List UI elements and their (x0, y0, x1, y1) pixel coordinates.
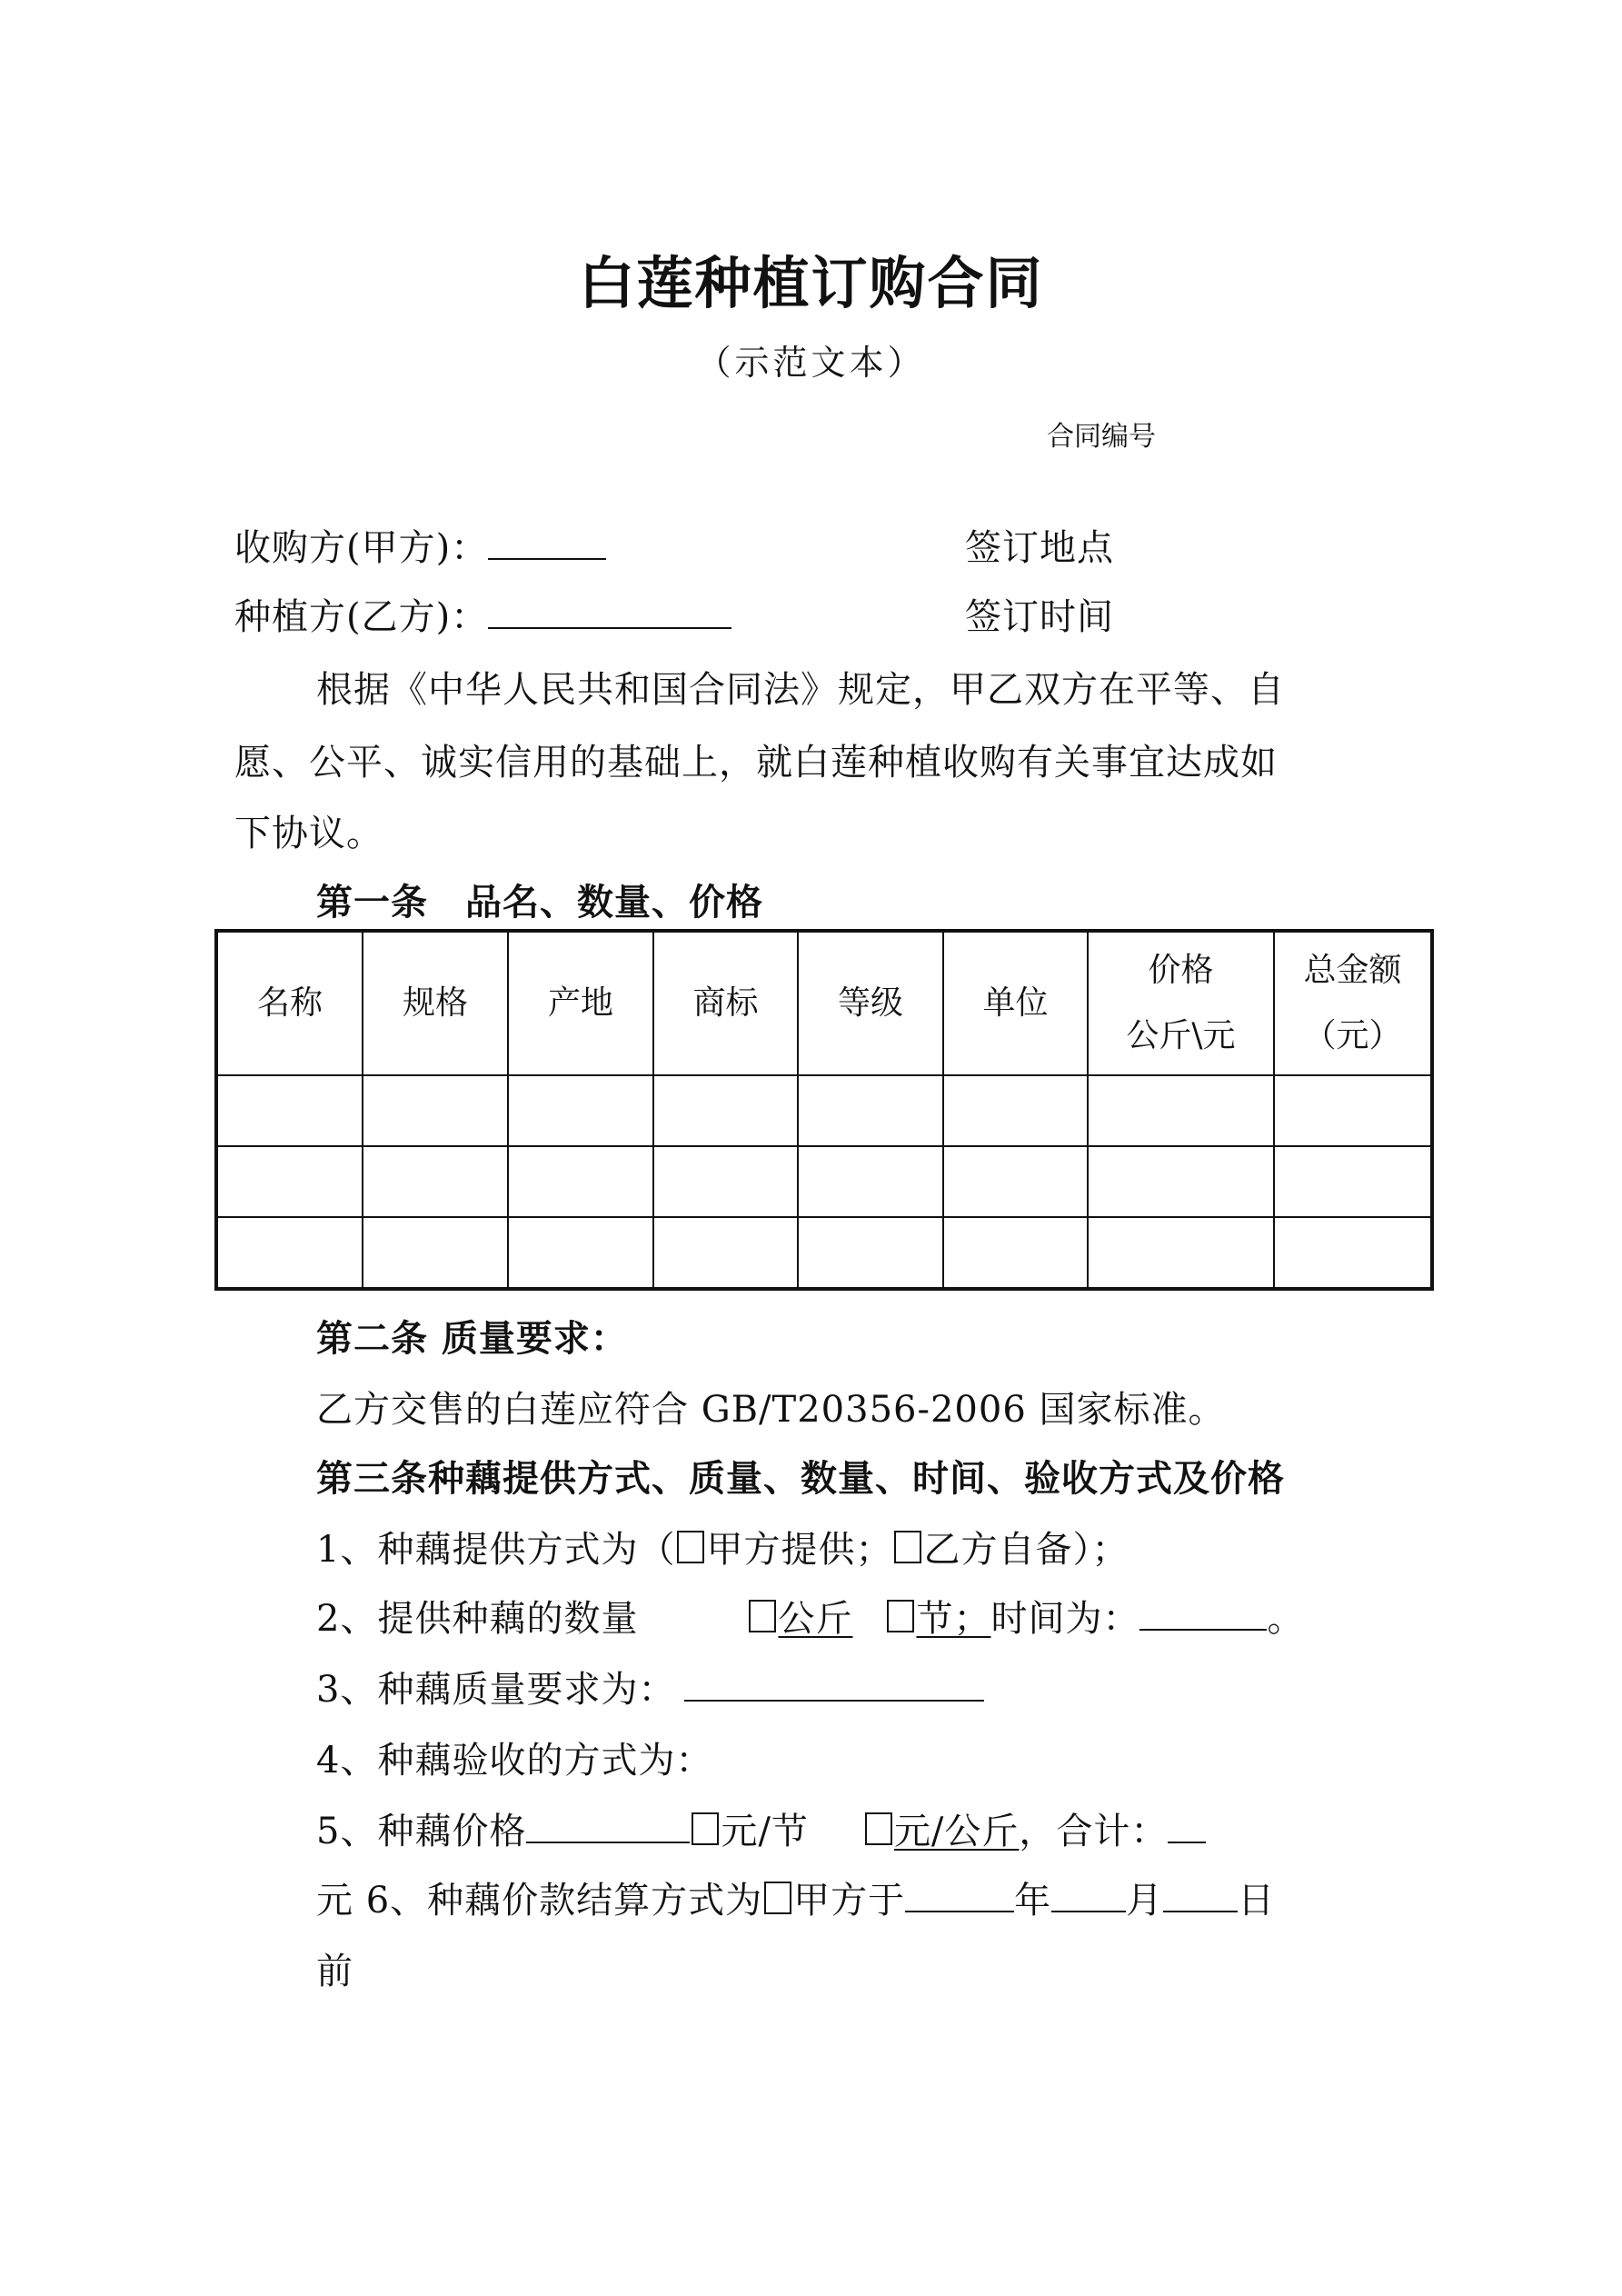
table-cell[interactable] (1088, 1146, 1274, 1217)
item-2-option-kg: 公斤 (778, 1598, 853, 1640)
table-cell[interactable] (1088, 1217, 1274, 1289)
checkbox-party-b-self[interactable] (894, 1531, 921, 1563)
item-6-month-label: 月 (1126, 1880, 1164, 1922)
item-5-total-label: ，合计： (1019, 1811, 1169, 1852)
header-total (1274, 931, 1432, 1075)
header-total-line-1: 总金额 (1303, 952, 1402, 989)
article-3-item-1 (316, 1527, 1129, 1572)
item-5-prefix: 5、种藕价格 (316, 1811, 527, 1852)
table-row (216, 1146, 1432, 1217)
table-cell[interactable] (653, 1146, 798, 1217)
table-cell[interactable] (216, 1075, 363, 1146)
buyer-label: 收购方(甲方)： (234, 527, 489, 569)
item-1-option-1: 甲方提供； (706, 1529, 893, 1571)
item-6-month-blank[interactable] (1051, 1878, 1126, 1912)
article-2-text: 乙方交售的白莲应符合 GB/T20356-2006 国家标准。 (316, 1389, 1226, 1431)
article-3-item-6-continued: 前 (316, 1951, 353, 1992)
sign-time-label: 签订时间 (965, 596, 1114, 638)
item-1-option-2: 乙方自备）； (923, 1529, 1129, 1571)
item-1-prefix: 1、种藕提供方式为（ (316, 1529, 676, 1571)
planter-label: 种植方(乙方)： (234, 596, 489, 638)
header-price-line-1: 价格 (1148, 952, 1214, 989)
table-cell[interactable] (363, 1146, 508, 1217)
contract-number-label: 合同编号 (1047, 421, 1156, 453)
table-cell[interactable] (508, 1075, 653, 1146)
table-cell[interactable] (798, 1217, 943, 1289)
item-3-text: 3、种藕质量要求为： (316, 1669, 676, 1711)
table-row (216, 1075, 1432, 1146)
item-6-prefix: 元 6、种藕价款结算方式为 (316, 1880, 763, 1922)
table-cell[interactable] (216, 1217, 363, 1289)
article-3-item-4: 4、种藕验收的方式为： (316, 1740, 713, 1782)
article-2-heading: 第二条 质量要求： (316, 1318, 628, 1360)
item-5-option-1: 元/节 (721, 1811, 809, 1852)
table-header-row (216, 931, 1432, 1075)
item-2-time-blank[interactable] (1139, 1596, 1267, 1631)
table-cell[interactable] (943, 1146, 1088, 1217)
item-2-time-label: 时间为： (990, 1598, 1140, 1640)
item-3-blank[interactable] (684, 1667, 984, 1702)
article-3-item-6 (316, 1878, 1275, 1923)
article-3-item-5 (316, 1809, 1206, 1854)
table-cell[interactable] (653, 1075, 798, 1146)
product-table (214, 929, 1434, 1291)
header-origin: 产地 (508, 931, 653, 1075)
item-2-prefix: 2、提供种藕的数量 (316, 1598, 639, 1640)
table-cell[interactable] (508, 1146, 653, 1217)
item-5-price-blank[interactable] (526, 1809, 690, 1843)
document-title: 白莲种植订购合同 (578, 250, 1044, 316)
buyer-row (234, 525, 606, 571)
checkbox-yuan-per-section[interactable] (692, 1812, 719, 1845)
preamble-line-1: 根据《中华人民共和国合同法》规定，甲乙双方在平等、自 (316, 669, 1285, 711)
preamble-line-2: 愿、公平、诚实信用的基础上，就白莲种植收购有关事宜达成如 (234, 742, 1278, 784)
item-2-quantity-field[interactable] (638, 1598, 990, 1640)
table-cell[interactable] (216, 1146, 363, 1217)
item-5-option-2-field[interactable] (809, 1811, 1019, 1852)
article-1-heading: 第一条 品名、数量、价格 (316, 882, 763, 923)
sign-place-label: 签订地点 (965, 527, 1114, 569)
table-cell[interactable] (653, 1217, 798, 1289)
table-cell[interactable] (363, 1075, 508, 1146)
table-cell[interactable] (798, 1146, 943, 1217)
table-cell[interactable] (1088, 1075, 1274, 1146)
item-6-option: 甲方于 (793, 1880, 906, 1922)
table-row (216, 1217, 1432, 1289)
checkbox-section[interactable] (887, 1600, 914, 1632)
article-3-item-3 (316, 1667, 984, 1712)
header-total-line-2: （元） (1303, 1017, 1402, 1054)
item-2-end: 。 (1267, 1598, 1305, 1640)
table-cell[interactable] (798, 1075, 943, 1146)
table-cell[interactable] (943, 1217, 1088, 1289)
planter-blank[interactable] (488, 594, 731, 629)
checkbox-party-a-provide[interactable] (677, 1531, 704, 1563)
header-unit: 单位 (943, 931, 1088, 1075)
header-spec: 规格 (363, 931, 508, 1075)
table-cell[interactable] (508, 1217, 653, 1289)
table-cell[interactable] (363, 1217, 508, 1289)
header-price-line-2: 公斤\元 (1126, 1017, 1236, 1054)
table-cell[interactable] (1274, 1146, 1432, 1217)
table-cell[interactable] (943, 1075, 1088, 1146)
item-2-option-section: 节； (916, 1598, 991, 1640)
article-3-heading: 第三条种藕提供方式、质量、数量、时间、验收方式及价格 (316, 1458, 1285, 1500)
planter-row (234, 594, 731, 640)
document-subtitle: （示范文本） (696, 343, 926, 383)
item-6-year-label: 年 (1014, 1880, 1052, 1922)
buyer-blank[interactable] (488, 525, 606, 560)
header-grade: 等级 (798, 931, 943, 1075)
header-name: 名称 (216, 931, 363, 1075)
preamble-line-3: 下协议。 (234, 813, 383, 854)
header-brand: 商标 (653, 931, 798, 1075)
checkbox-kg[interactable] (749, 1600, 776, 1632)
item-6-day-blank[interactable] (1163, 1878, 1238, 1912)
table-cell[interactable] (1274, 1075, 1432, 1146)
header-price (1088, 931, 1274, 1075)
item-6-day-label: 日 (1238, 1880, 1276, 1922)
table-cell[interactable] (1274, 1217, 1432, 1289)
article-3-item-2 (316, 1596, 1304, 1642)
checkbox-yuan-per-kg[interactable] (865, 1812, 892, 1845)
checkbox-party-a-pay[interactable] (764, 1882, 791, 1914)
item-6-year-blank[interactable] (905, 1878, 1014, 1912)
item-5-total-blank[interactable] (1168, 1809, 1206, 1843)
item-5-option-2: 元/公斤 (893, 1811, 1020, 1852)
